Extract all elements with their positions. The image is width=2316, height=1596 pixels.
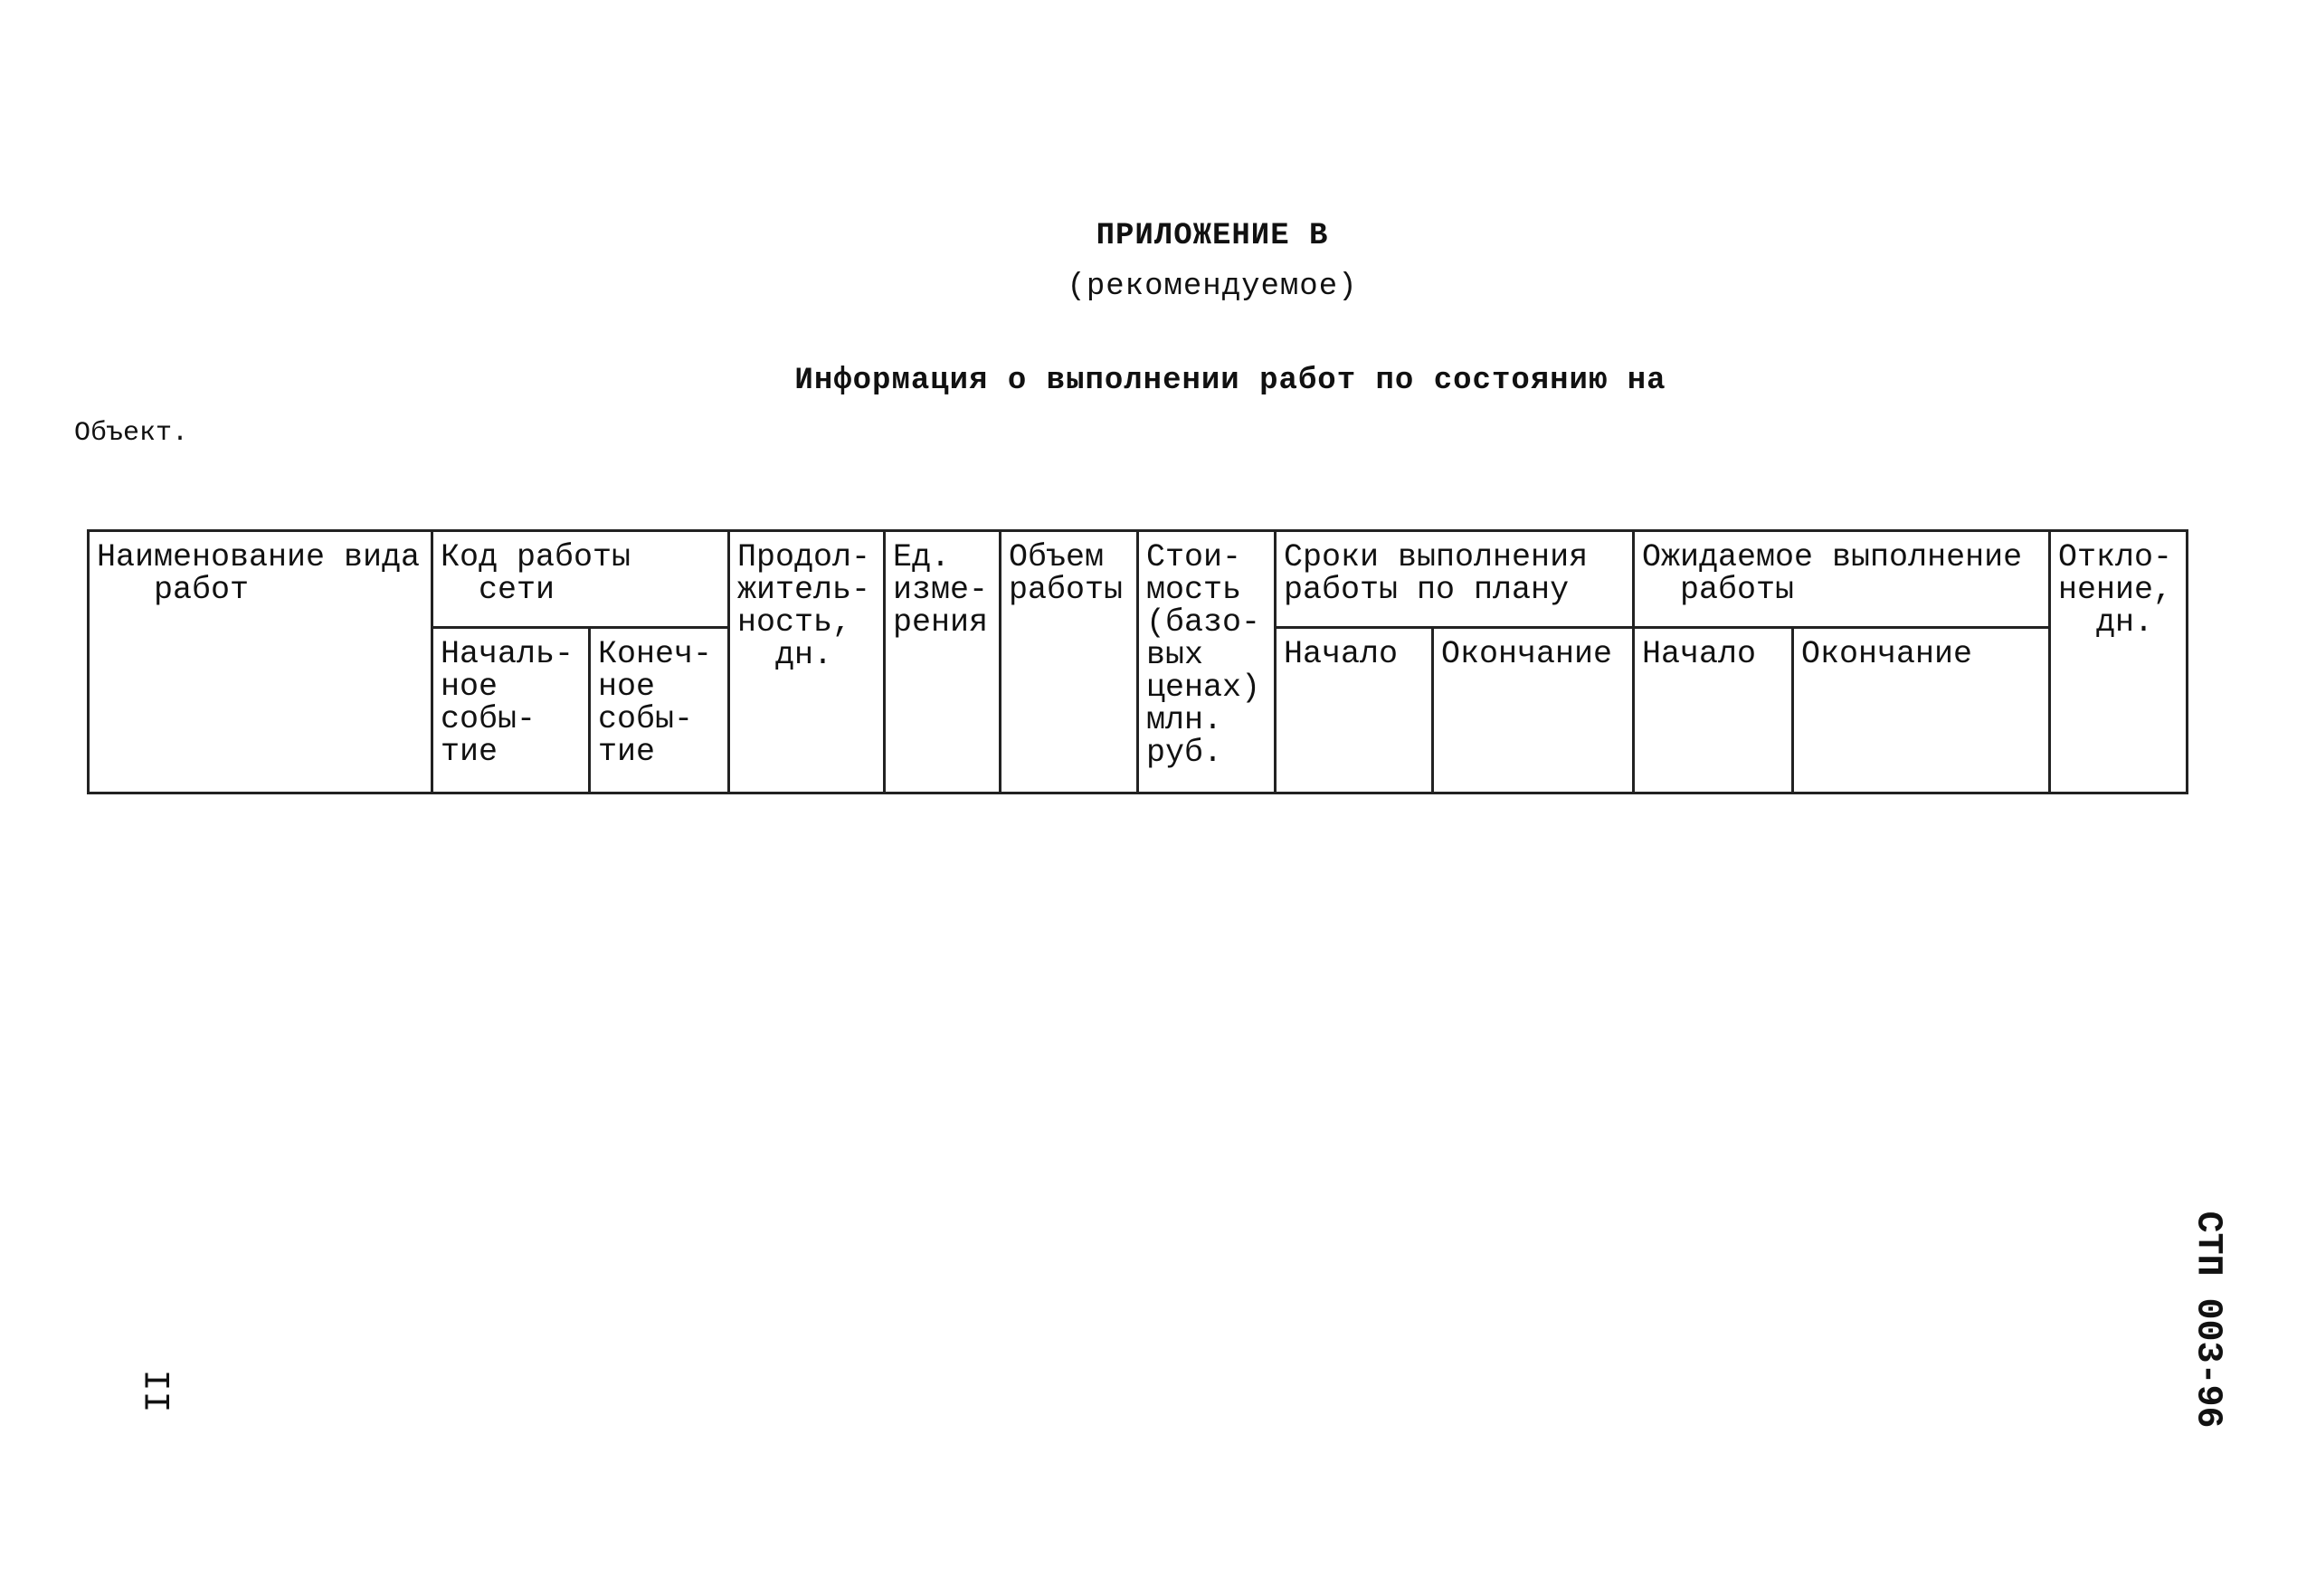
col-expected: Ожидаемое выполнение работы	[1634, 531, 2050, 628]
col-end-event: Конеч- ное собы- тие	[590, 628, 729, 793]
col-volume: Объем работы	[1001, 531, 1138, 793]
document-code: СТП 003-96	[2187, 1211, 2228, 1429]
col-duration: Продол- житель- ность, дн.	[729, 531, 885, 793]
document-title: Информация о выполнении работ по состоянию на	[794, 364, 1666, 398]
col-work-code: Код работы сети	[432, 531, 729, 628]
col-start-event: Началь- ное собы- тие	[432, 628, 590, 793]
col-cost: Стои- мость (базо- вых ценах) млн. руб.	[1138, 531, 1276, 793]
appendix-title: ПРИЛОЖЕНИЕ В	[1096, 219, 1329, 253]
col-exp-end: Окончание	[1793, 628, 2050, 793]
col-exp-start: Начало	[1634, 628, 1793, 793]
col-plan-start: Начало	[1276, 628, 1433, 793]
col-plan-terms: Сроки выполнения работы по плану	[1276, 531, 1634, 628]
col-plan-end: Окончание	[1433, 628, 1634, 793]
col-unit: Ед. изме- рения	[885, 531, 1001, 793]
work-info-table	[87, 529, 2188, 794]
appendix-status: (рекомендуемое)	[1067, 270, 1358, 304]
object-label: Объект.	[74, 418, 189, 449]
col-work-name: Наименование вида работ	[89, 531, 432, 793]
page-number: II	[133, 1369, 175, 1413]
col-deviation: Откло- нение, дн.	[2050, 531, 2188, 793]
